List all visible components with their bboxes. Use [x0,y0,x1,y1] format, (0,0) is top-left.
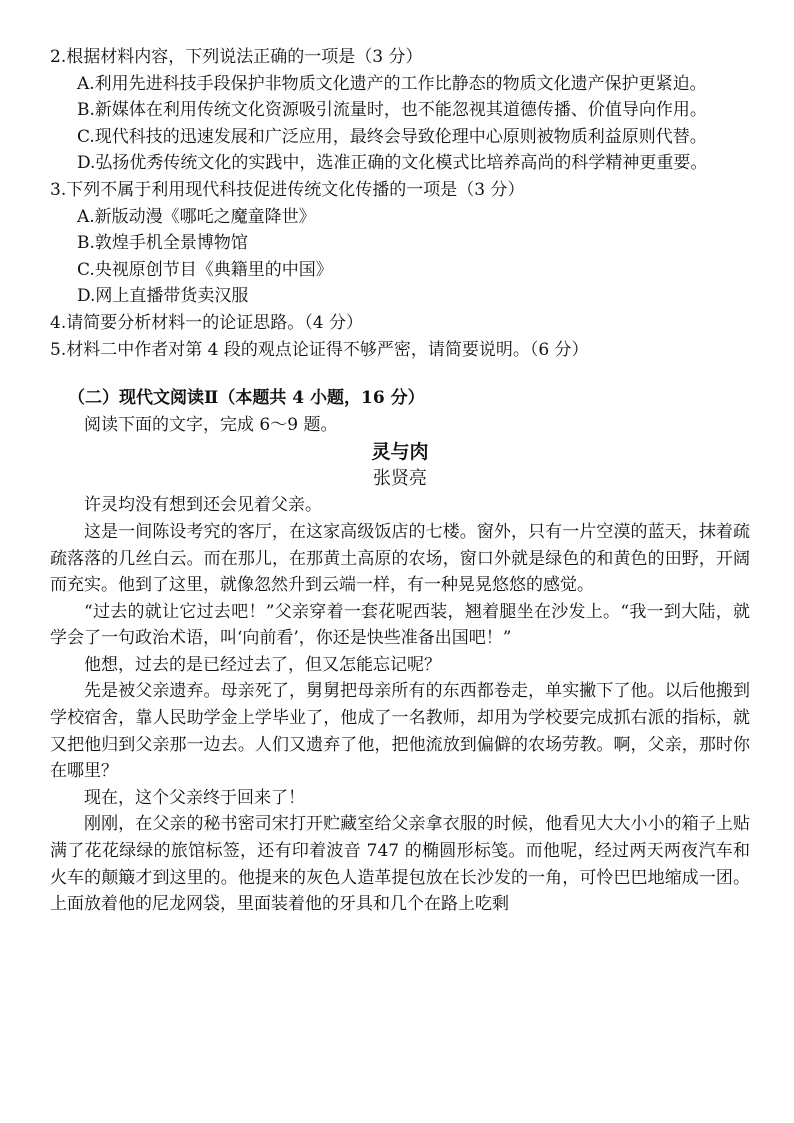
passage-paragraph: 许灵均没有想到还会见着父亲。 [84,495,322,516]
question-2-stem: 2.根据材料内容，下列说法正确的一项是（3 分） [50,47,423,67]
reading-instruction: 阅读下面的文字，完成 6～9 题。 [84,414,338,435]
exam-page [50,44,750,918]
passage-title: 灵与肉 [371,441,429,464]
section-heading: （二）现代文阅读Ⅱ（本题共 4 小题，16 分） [68,388,425,409]
question-2-option-c: C.现代科技的迅速发展和广泛应用，最终会导致伦理中心原则被物质利益原则代替。 [77,126,707,147]
question-4: 4.请简要分析材料一的论证思路。（4 分） [50,312,363,333]
question-2-option-a: A.利用先进科技手段保护非物质文化遗产的工作比静态的物质文化遗产保护更紧迫。 [77,73,707,94]
question-3-option-c: C.央视原创节目《典籍里的中国》 [77,259,333,280]
passage-paragraph: 刚刚，在父亲的秘书密司宋打开贮藏室给父亲拿衣服的时候，他看见大大小小的箱子上贴满了花花绿绿的旅馆标签，还有印着波音 747 的椭圆形标笺。而他呢，经过两天两夜汽车和火车的颠簸才到这里的。他提来的灰色人造革提包放在长沙发的一角，可怜巴巴地缩成一团。上面放着他的尼龙网袋，里面装着他的牙具和几个在路上吃剩 [50,814,750,915]
question-2-option-b: B.新媒体在利用传统文化资源吸引流量时，也不能忽视其道德传播、价值导向作用。 [77,100,707,121]
question-3-stem: 3.下列不属于利用现代科技促进传统文化传播的一项是（3 分） [50,179,525,200]
passage-paragraph: 他想，过去的是已经过去了，但又怎能忘记呢？ [84,654,441,675]
passage-paragraph: 现在，这个父亲终于回来了！ [84,787,305,808]
section-gap [50,363,750,385]
question-3-option-b: B.敦煌手机全景博物馆 [77,233,248,254]
question-2-option-d: D.弘扬优秀传统文化的实践中，选准正确的文化模式比培养高尚的科学精神更重要。 [77,153,708,174]
passage-paragraph: “过去的就让它过去吧！”父亲穿着一套花呢西装，翘着腿坐在沙发上。“我一到大陆，就学会了一句政治术语，叫‘向前看’，你还是快些准备出国吧！” [50,601,750,649]
question-5: 5.材料二中作者对第 4 段的观点论证得不够严密，请简要说明。（6 分） [50,339,589,360]
question-3-option-a: A.新版动漫《哪吒之魔童降世》 [77,206,316,227]
passage-paragraph: 先是被父亲遗弃。母亲死了，舅舅把母亲所有的东西都卷走，单实撇下了他。以后他搬到学校宿舍，靠人民助学金上学毕业了，他成了一名教师，却用为学校要完成抓右派的指标，就又把他归到父亲那一边去。人们又遗弃了他，把他流放到偏僻的农场劳教。啊，父亲，那时你在哪里？ [50,681,750,782]
passage-author: 张贤亮 [373,468,427,490]
passage-paragraph: 这是一间陈设考究的客厅，在这家高级饭店的七楼。窗外，只有一片空漠的蓝天，抹着疏疏落落的几丝白云。而在那儿，在那黄土高原的农场，窗口外就是绿色的和黄色的田野，开阔而充实。他到了这里，就像忽然升到云端一样，有一种晃晃悠悠的感觉。 [50,521,750,596]
question-3-option-d: D.网上直播带货卖汉服 [77,286,249,307]
